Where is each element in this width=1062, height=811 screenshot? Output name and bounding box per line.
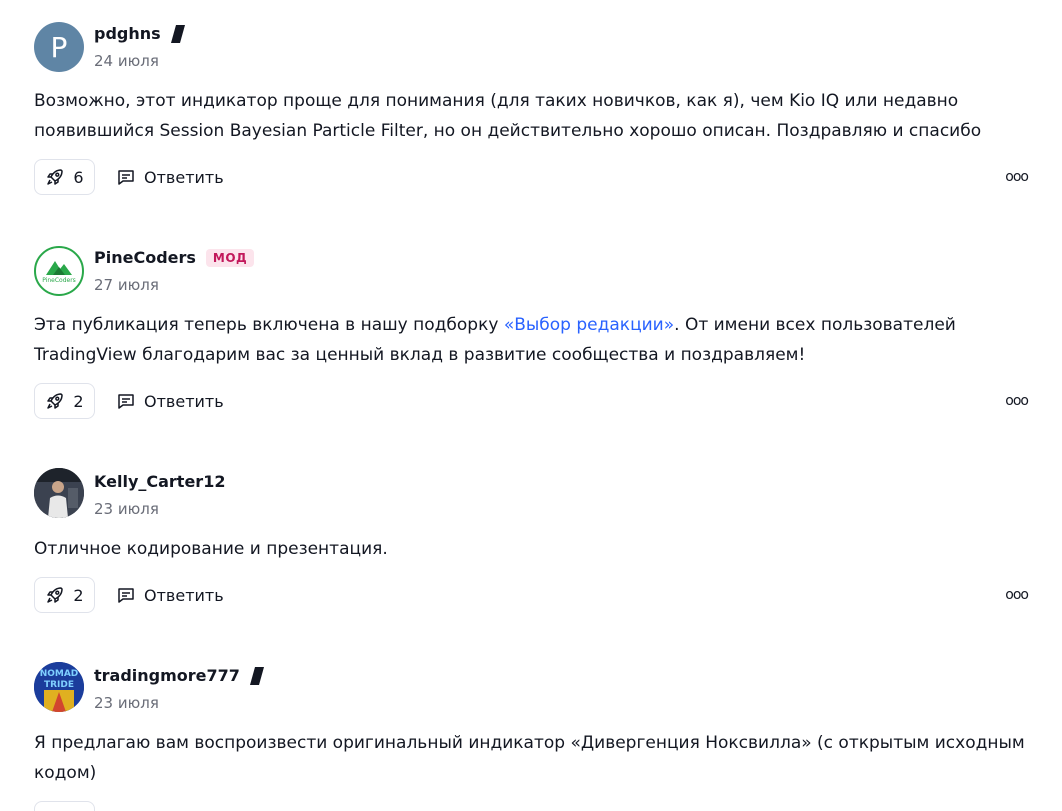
avatar-text-2: TRIDE xyxy=(43,680,75,690)
boost-count: 6 xyxy=(73,167,84,187)
comment-text: Отличное кодирование и презентация. xyxy=(34,539,388,559)
comment-actions xyxy=(34,577,1028,613)
avatar-text: PineCoders xyxy=(42,277,76,284)
comment-actions xyxy=(34,801,1028,811)
more-options-button[interactable] xyxy=(1005,169,1028,185)
reply-button[interactable] xyxy=(117,168,224,187)
pro-badge-icon xyxy=(171,25,185,43)
boost-button[interactable] xyxy=(34,801,95,811)
username[interactable]: pdghns xyxy=(94,24,161,43)
avatar[interactable] xyxy=(34,662,84,712)
reply-icon xyxy=(117,586,135,604)
username[interactable]: Kelly_Carter12 xyxy=(94,472,226,491)
username[interactable]: PineCoders xyxy=(94,248,196,267)
nomad-avatar-icon xyxy=(34,662,84,712)
pinecoders-logo-icon xyxy=(44,257,74,277)
comment-date: 24 июля xyxy=(94,52,159,70)
avatar-text-1: NOMAD xyxy=(39,669,79,679)
user-photo-icon xyxy=(34,468,84,518)
rocket-icon xyxy=(45,585,65,605)
mod-badge: МОД xyxy=(206,249,254,267)
username[interactable]: tradingmore777 xyxy=(94,666,240,685)
rocket-icon xyxy=(45,167,65,187)
avatar-letter: P xyxy=(50,30,68,64)
reply-label: Ответить xyxy=(144,391,224,411)
pro-badge-icon xyxy=(250,667,264,685)
comment-text: Возможно, этот индикатор проще для понимания (для таких новичков, как я), чем Kio IQ или недавно появившийся Session Bayesian Particle Filter, но он действительно хорошо описан. Поздравляю и спасибо xyxy=(34,91,982,141)
boost-button[interactable] xyxy=(34,577,95,613)
more-options-button[interactable] xyxy=(1005,393,1028,409)
comment-actions xyxy=(34,383,1028,419)
comment-text: Я предлагаю вам воспроизвести оригинальный индикатор «Дивергенция Ноксвилла» (с открытым исходным кодом) xyxy=(34,733,1025,783)
avatar[interactable] xyxy=(34,246,84,296)
reply-icon xyxy=(117,392,135,410)
boost-count: 2 xyxy=(73,391,84,411)
comment-actions xyxy=(34,159,1028,195)
reply-label: Ответить xyxy=(144,167,224,187)
boost-count: 2 xyxy=(73,585,84,605)
boost-button[interactable] xyxy=(34,159,95,195)
comment-date: 23 июля xyxy=(94,500,159,518)
reply-button[interactable] xyxy=(117,392,224,411)
comment-date: 27 июля xyxy=(94,276,159,294)
rocket-icon xyxy=(45,391,65,411)
comment-date: 23 июля xyxy=(94,694,159,712)
more-label: ооо xyxy=(1005,393,1028,409)
comment-text xyxy=(34,310,1034,370)
avatar[interactable] xyxy=(34,22,84,72)
reply-button[interactable] xyxy=(117,586,224,605)
more-label: ооо xyxy=(1005,169,1028,185)
reply-icon xyxy=(117,168,135,186)
more-label: ооо xyxy=(1005,587,1028,603)
more-options-button[interactable] xyxy=(1005,587,1028,603)
text-after: . От имени всех пользователей TradingView благодарим вас за ценный вклад в развитие сообщества и поздравляем! xyxy=(34,315,956,365)
reply-label: Ответить xyxy=(144,585,224,605)
boost-button[interactable] xyxy=(34,383,95,419)
text-before: Эта публикация теперь включена в нашу подборку xyxy=(34,315,504,335)
avatar[interactable] xyxy=(34,468,84,518)
editors-pick-link[interactable]: «Выбор редакции» xyxy=(503,315,675,335)
